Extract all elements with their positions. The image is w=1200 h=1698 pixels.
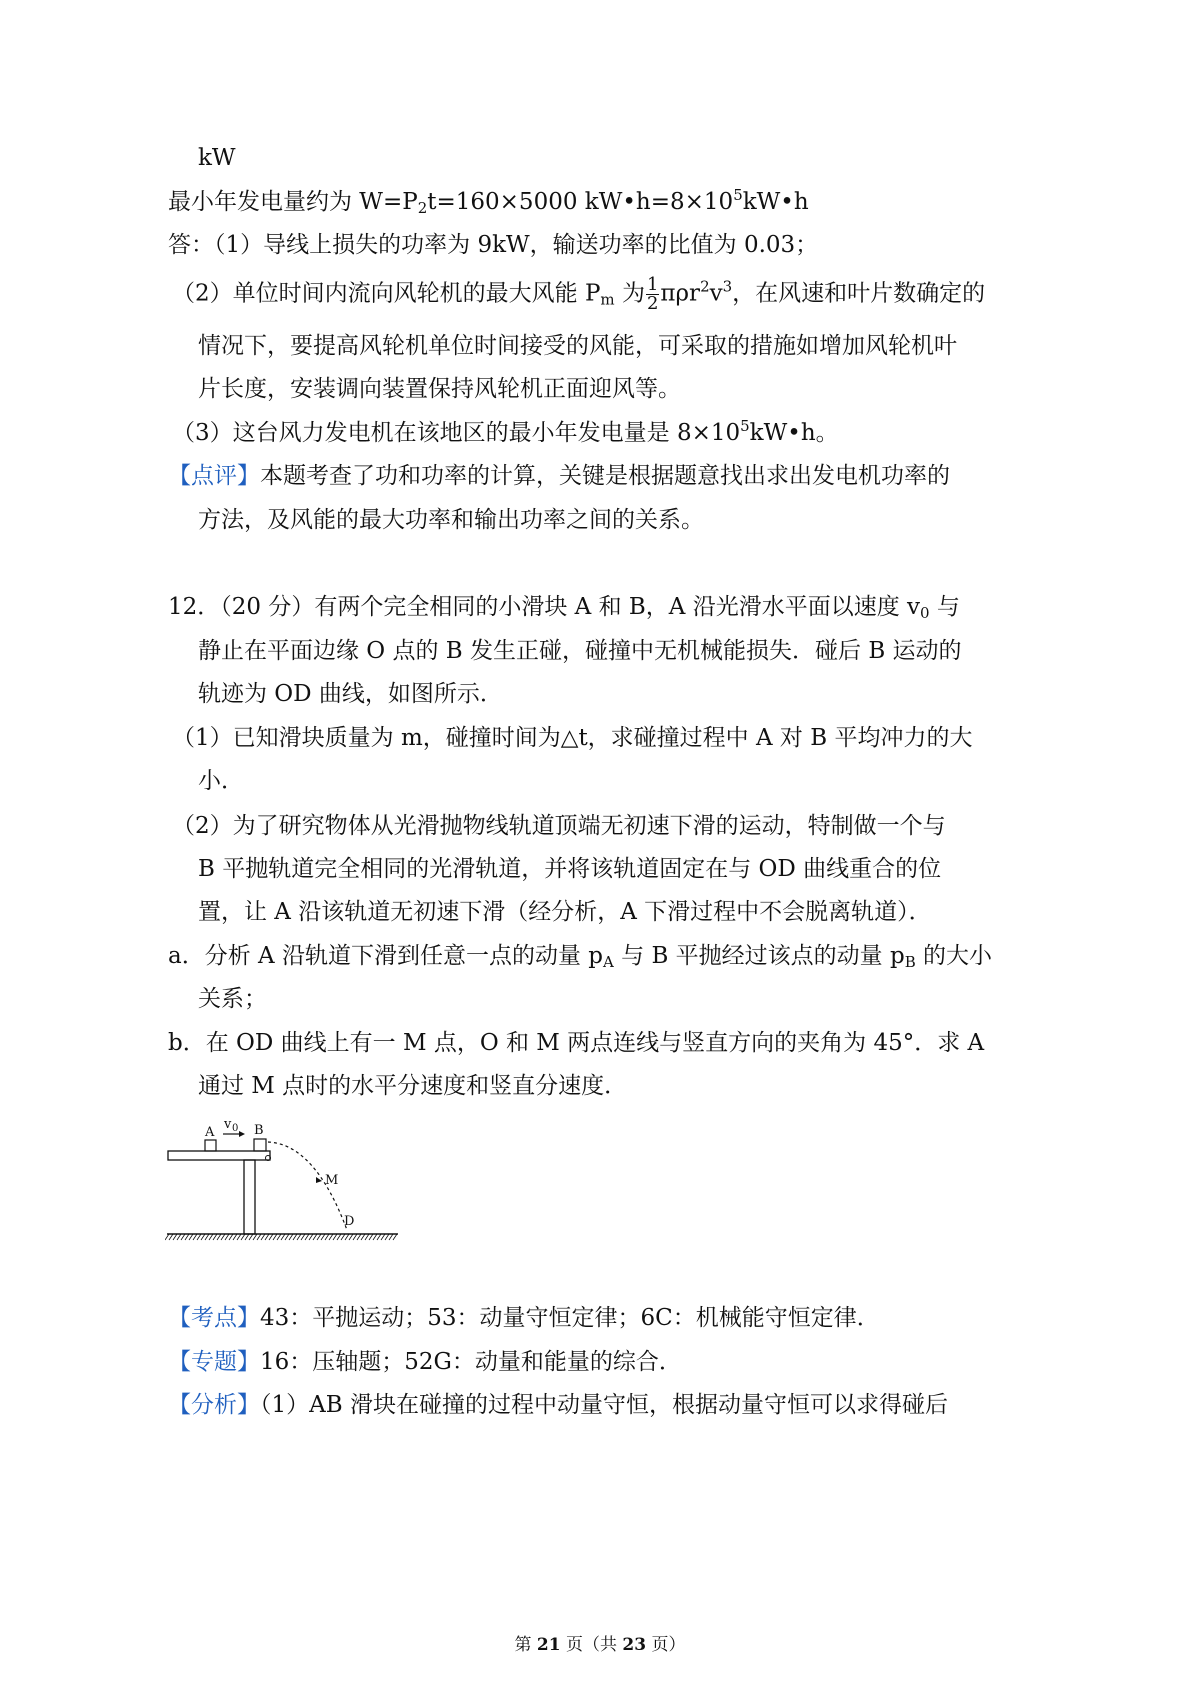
line-text: 本题考查了功和功率的计算，关键是根据题意找出求出发电机功率的: [260, 463, 950, 489]
line-text: 关系；: [198, 986, 267, 1012]
fraction-numerator: 1: [646, 274, 659, 295]
label-a: A: [205, 1125, 215, 1140]
hatch-stroke: [389, 1234, 393, 1240]
hatch-stroke: [245, 1234, 249, 1240]
hatch-stroke: [205, 1234, 209, 1240]
subscript: 2: [417, 199, 428, 217]
hatch-stroke: [209, 1234, 213, 1240]
line-text: （3）这台风力发电机在该地区的最小年发电量是 8×10: [172, 420, 741, 446]
line-text: kW: [198, 145, 236, 171]
label-m: M: [325, 1173, 339, 1188]
hatch-stroke: [249, 1234, 253, 1240]
text-line: [168, 1028, 984, 1058]
page-footer: [0, 1633, 1200, 1657]
footer-text: 页（共: [560, 1635, 623, 1655]
knowledge-point-line: [168, 1303, 880, 1333]
line-text: 静止在平面边缘 O 点的 B 发生正碰，碰撞中无机械能损失．碰后 B 运动的: [198, 638, 962, 664]
subscript: A: [602, 953, 614, 971]
hatch-stroke: [273, 1234, 277, 1240]
hatch-stroke: [393, 1234, 397, 1240]
line-text: v: [709, 280, 723, 307]
hatch-stroke: [285, 1234, 289, 1240]
line-text: （1）AB 滑块在碰撞的过程中动量守恒，根据动量守恒可以求得碰后: [260, 1392, 948, 1418]
text-line: [198, 505, 704, 535]
hatch-stroke: [225, 1234, 229, 1240]
footer-text: 页）: [646, 1635, 686, 1655]
hatch-stroke: [177, 1234, 181, 1240]
question-line: [168, 592, 960, 622]
hatch-stroke: [381, 1234, 385, 1240]
hatch-stroke: [261, 1234, 265, 1240]
section-tag: 【分析】: [168, 1392, 260, 1418]
block-a: [205, 1140, 216, 1151]
hatch-stroke: [229, 1234, 233, 1240]
collision-trajectory-figure: [165, 1112, 400, 1247]
line-text: ，在风速和叶片数确定的: [732, 280, 986, 307]
line-text: 答：（1）导线上损失的功率为 9kW，输送功率的比值为 0.03；: [168, 232, 819, 258]
text-line: [198, 854, 941, 884]
hatch-stroke: [169, 1234, 173, 1240]
page-number: 21: [536, 1635, 561, 1655]
hatch-stroke: [337, 1234, 341, 1240]
hatch-stroke: [293, 1234, 297, 1240]
line-text: 片长度，安装调向装置保持风轮机正面迎风等。: [198, 376, 681, 402]
hatch-stroke: [201, 1234, 205, 1240]
line-text: 最小年发电量约为 W=P: [168, 189, 418, 215]
text-line: [198, 984, 267, 1014]
label-b: B: [254, 1123, 264, 1138]
label-v: v: [224, 1117, 232, 1132]
hatch-stroke: [369, 1234, 373, 1240]
line-text: 与 B 平抛经过该点的动量 p: [613, 943, 905, 969]
hatch-stroke: [193, 1234, 197, 1240]
hatch-stroke: [345, 1234, 349, 1240]
line-text: 与: [929, 594, 960, 620]
text-line: [198, 636, 962, 666]
hatch-stroke: [309, 1234, 313, 1240]
label-d: D: [344, 1214, 355, 1229]
hatch-stroke: [329, 1234, 333, 1240]
hatch-stroke: [277, 1234, 281, 1240]
hatch-stroke: [289, 1234, 293, 1240]
superscript: 5: [733, 186, 743, 204]
subscript: B: [904, 953, 916, 971]
hatch-stroke: [241, 1234, 245, 1240]
hatch-stroke: [333, 1234, 337, 1240]
hatch-stroke: [185, 1234, 189, 1240]
superscript: 2: [700, 277, 710, 296]
velocity-arrow-head: [239, 1131, 245, 1137]
text-line: [198, 897, 932, 927]
hatch-stroke: [265, 1234, 269, 1240]
hatch-stroke: [313, 1234, 317, 1240]
hatch-stroke: [221, 1234, 225, 1240]
hatch-stroke: [165, 1234, 169, 1240]
line-text: t=160×5000 kW•h=8×10: [427, 189, 734, 215]
fraction: [646, 276, 659, 313]
line-text: kW•h。: [749, 420, 839, 446]
hatch-stroke: [353, 1234, 357, 1240]
hatch-stroke: [297, 1234, 301, 1240]
ground-hatching: [165, 1234, 397, 1240]
line-text: （1）已知滑块质量为 m，碰撞时间为△t，求碰撞过程中 A 对 B 平均冲力的大: [172, 725, 973, 751]
line-text: 12．（20 分）有两个完全相同的小滑块 A 和 B，A 沿光滑水平面以速度 v: [168, 594, 921, 620]
hatch-stroke: [321, 1234, 325, 1240]
line-text: kW•h: [742, 189, 809, 215]
superscript: 3: [722, 277, 733, 296]
hatch-stroke: [341, 1234, 345, 1240]
page-total: 23: [622, 1635, 647, 1655]
section-tag: 【专题】: [168, 1349, 260, 1375]
answer-line: [168, 230, 818, 260]
line-text: πρr: [660, 280, 701, 307]
hatch-stroke: [213, 1234, 217, 1240]
footer-text: 第: [514, 1635, 537, 1655]
hatch-stroke: [253, 1234, 257, 1240]
text-line: [198, 679, 503, 709]
hatch-stroke: [173, 1234, 177, 1240]
hatch-stroke: [325, 1234, 329, 1240]
hatch-stroke: [301, 1234, 305, 1240]
hatch-stroke: [233, 1234, 237, 1240]
text-line: [172, 418, 839, 448]
hatch-stroke: [373, 1234, 377, 1240]
hatch-stroke: [305, 1234, 309, 1240]
hatch-stroke: [181, 1234, 185, 1240]
fraction-denominator: 2: [646, 293, 659, 314]
superscript: 5: [740, 417, 750, 435]
line-text: 情况下，要提高风轮机单位时间接受的风能，可采取的措施如增加风轮机叶: [198, 333, 957, 359]
line-text: 轨迹为 OD 曲线，如图所示．: [198, 681, 503, 707]
section-tag: 【点评】: [168, 463, 260, 489]
line-text: 小．: [198, 768, 244, 794]
line-text: 通过 M 点时的水平分速度和竖直分速度．: [198, 1073, 628, 1099]
hatch-stroke: [349, 1234, 353, 1240]
line-text: 16：压轴题；52G：动量和能量的综合．: [260, 1349, 682, 1375]
line-text: 的大小: [915, 943, 993, 969]
text-line: [172, 811, 946, 841]
hatch-stroke: [365, 1234, 369, 1240]
text-line: [198, 143, 236, 173]
line-text: B 平抛轨道完全相同的光滑轨道，并将该轨道固定在与 OD 曲线重合的位: [198, 856, 942, 882]
text-line: [172, 723, 972, 753]
answer-line: [172, 276, 985, 313]
text-line: [198, 374, 681, 404]
text-line: [168, 941, 992, 971]
section-tag: 【考点】: [168, 1305, 260, 1331]
hatch-stroke: [197, 1234, 201, 1240]
line-text: 置，让 A 沿该轨道无初速下滑（经分析，A 下滑过程中不会脱离轨道）．: [198, 899, 932, 925]
label-v-subscript: 0: [232, 1123, 239, 1134]
hatch-stroke: [217, 1234, 221, 1240]
comment-line: [168, 461, 950, 491]
hatch-stroke: [361, 1234, 365, 1240]
hatch-stroke: [377, 1234, 381, 1240]
subscript: 0: [920, 604, 930, 622]
line-text: 43：平抛运动；53：动量守恒定律；6C：机械能守恒定律．: [260, 1305, 880, 1331]
line-text: （2）为了研究物体从光滑抛物线轨道顶端无初速下滑的运动，特制做一个与: [172, 813, 946, 839]
hatch-stroke: [189, 1234, 193, 1240]
topic-line: [168, 1347, 682, 1377]
line-text: （2）单位时间内流向风轮机的最大风能 P: [172, 280, 601, 307]
hatch-stroke: [385, 1234, 389, 1240]
text-line: [198, 1071, 627, 1101]
table-top: [168, 1151, 270, 1160]
text-line: [168, 187, 809, 217]
line-text: 为: [614, 280, 645, 307]
line-text: b．在 OD 曲线上有一 M 点，O 和 M 两点连线与竖直方向的夹角为 45°．求 A: [168, 1030, 985, 1056]
hatch-stroke: [237, 1234, 241, 1240]
table-leg: [244, 1160, 255, 1234]
hatch-stroke: [317, 1234, 321, 1240]
block-b: [254, 1139, 266, 1151]
hatch-stroke: [257, 1234, 261, 1240]
text-line: [198, 331, 957, 361]
analysis-line: [168, 1390, 948, 1420]
hatch-stroke: [281, 1234, 285, 1240]
line-text: a．分析 A 沿轨道下滑到任意一点的动量 p: [168, 943, 603, 969]
line-text: 方法，及风能的最大功率和输出功率之间的关系。: [198, 507, 704, 533]
subscript: m: [600, 290, 615, 309]
text-line: [198, 766, 244, 796]
hatch-stroke: [357, 1234, 361, 1240]
hatch-stroke: [269, 1234, 273, 1240]
